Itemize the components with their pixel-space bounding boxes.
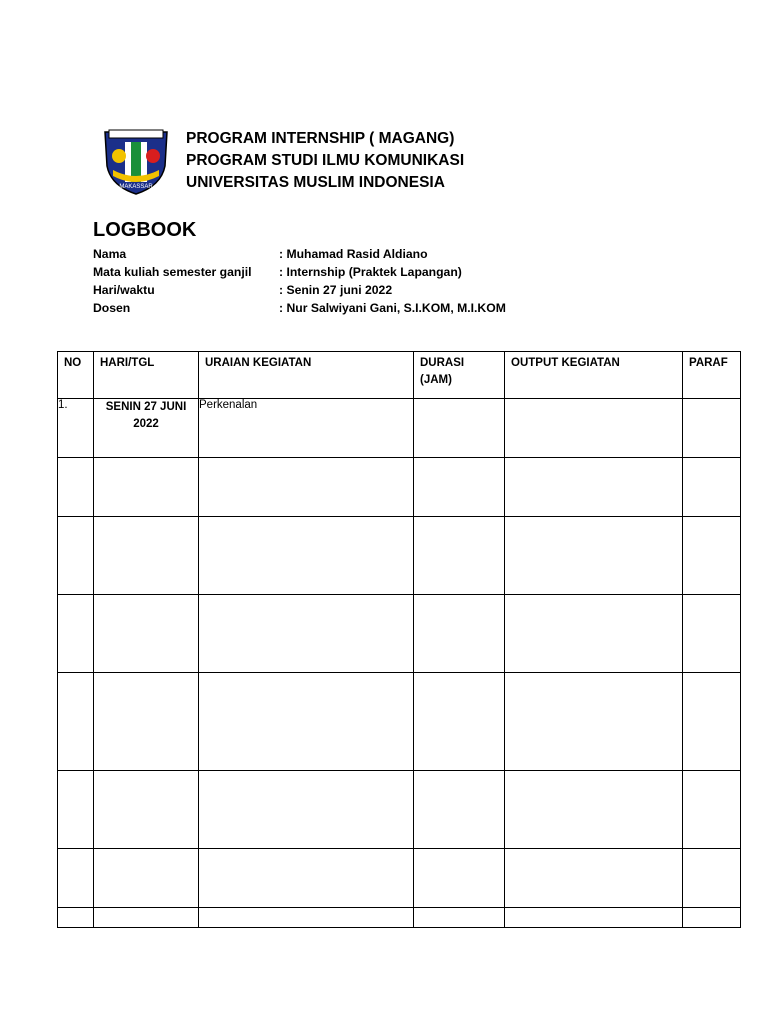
table-row: [58, 673, 741, 771]
logbook-title: LOGBOOK: [93, 219, 197, 241]
cell-date: [94, 849, 199, 908]
header-program: PROGRAM INTERNSHIP ( MAGANG): [186, 130, 455, 147]
col-header-paraf: PARAF: [683, 352, 741, 399]
info-label: Nama: [93, 247, 127, 261]
info-label: Mata kuliah semester ganjil: [93, 265, 252, 279]
info-row-lecturer: [93, 299, 506, 317]
cell-output: [505, 517, 683, 595]
cell-paraf: [683, 595, 741, 673]
table-row: [58, 849, 741, 908]
cell-activity: [199, 517, 414, 595]
cell-activity: [199, 673, 414, 771]
table-row: [58, 908, 741, 928]
umi-university-crest-icon: [103, 126, 169, 196]
cell-output: [505, 673, 683, 771]
table-row: [58, 399, 741, 458]
info-row-course: [93, 263, 506, 281]
col-header-duration: DURASI (JAM): [414, 352, 505, 399]
cell-duration: [414, 771, 505, 849]
cell-duration: [414, 517, 505, 595]
cell-activity: [199, 771, 414, 849]
cell-date: [94, 771, 199, 849]
info-row-name: [93, 245, 506, 263]
info-value: : Internship (Praktek Lapangan): [279, 265, 462, 279]
info-value: : Senin 27 juni 2022: [279, 283, 393, 297]
cell-no: [58, 458, 94, 517]
cell-no: [58, 908, 94, 928]
info-value: : Muhamad Rasid Aldiano: [279, 247, 428, 261]
cell-no: [58, 771, 94, 849]
table-row: [58, 771, 741, 849]
cell-output: [505, 771, 683, 849]
cell-activity: [199, 908, 414, 928]
cell-paraf: [683, 517, 741, 595]
col-header-date: HARI/TGL: [94, 352, 199, 399]
logbook-table: [57, 351, 741, 928]
cell-paraf: [683, 771, 741, 849]
info-value: : Nur Salwiyani Gani, S.I.KOM, M.I.KOM: [279, 301, 506, 315]
cell-date: [94, 595, 199, 673]
cell-no: [58, 517, 94, 595]
cell-activity: Perkenalan: [199, 399, 414, 458]
cell-no: 1.: [58, 399, 94, 458]
cell-date: [94, 908, 199, 928]
cell-paraf: [683, 908, 741, 928]
info-label: Hari/waktu: [93, 283, 155, 297]
info-label: Dosen: [93, 301, 131, 315]
cell-duration: [414, 673, 505, 771]
header-study-program: PROGRAM STUDI ILMU KOMUNIKASI: [186, 152, 465, 169]
document-header: [186, 128, 464, 194]
table-row: [58, 517, 741, 595]
table-header-row: [58, 352, 741, 399]
cell-no: [58, 673, 94, 771]
cell-duration: [414, 458, 505, 517]
logo-text: MAKASSAR: [119, 184, 153, 190]
cell-no: [58, 595, 94, 673]
cell-output: [505, 595, 683, 673]
cell-duration: [414, 399, 505, 458]
cell-date: [94, 458, 199, 517]
cell-date: [94, 517, 199, 595]
header-university: UNIVERSITAS MUSLIM INDONESIA: [186, 174, 445, 191]
cell-date: SENIN 27 JUNI 2022: [94, 399, 199, 458]
cell-output: [505, 458, 683, 517]
cell-output: [505, 908, 683, 928]
info-block: [93, 245, 506, 317]
cell-duration: [414, 849, 505, 908]
cell-output: [505, 849, 683, 908]
col-header-activity: URAIAN KEGIATAN: [199, 352, 414, 399]
cell-no: [58, 849, 94, 908]
col-header-no: NO: [58, 352, 94, 399]
cell-paraf: [683, 399, 741, 458]
cell-date: [94, 673, 199, 771]
table-row: [58, 595, 741, 673]
table-row: [58, 458, 741, 517]
cell-paraf: [683, 673, 741, 771]
cell-duration: [414, 908, 505, 928]
cell-output: [505, 399, 683, 458]
cell-paraf: [683, 849, 741, 908]
cell-paraf: [683, 458, 741, 517]
cell-duration: [414, 595, 505, 673]
col-header-output: OUTPUT KEGIATAN: [505, 352, 683, 399]
info-row-date: [93, 281, 506, 299]
cell-activity: [199, 458, 414, 517]
cell-activity: [199, 595, 414, 673]
cell-activity: [199, 849, 414, 908]
